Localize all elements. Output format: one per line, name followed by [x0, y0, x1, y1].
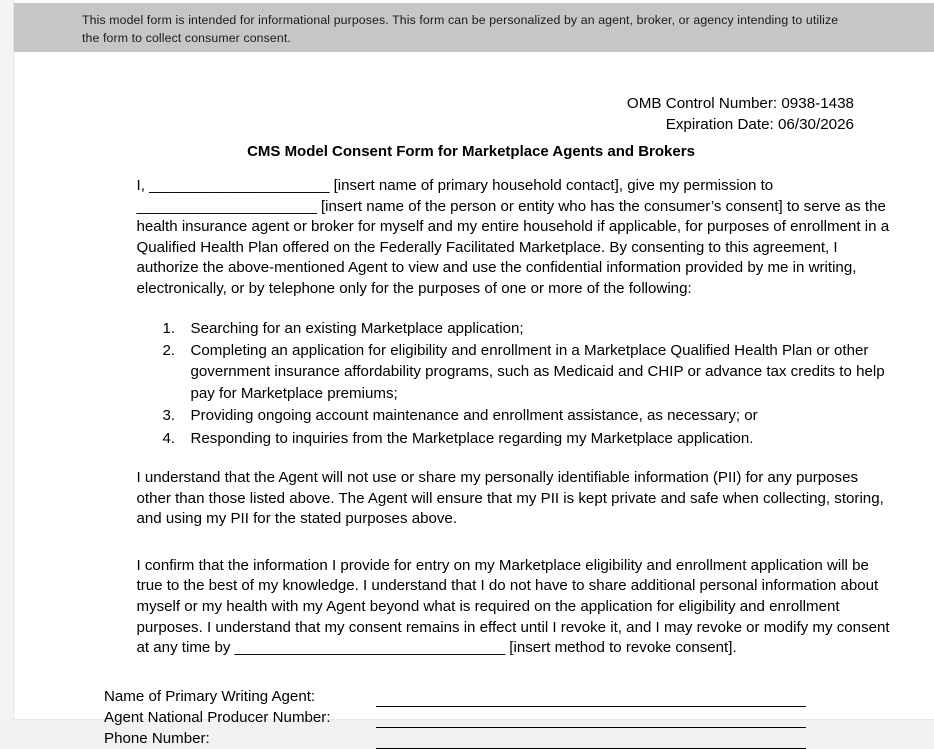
omb-control-block — [14, 93, 934, 135]
agent-entity-name-blank[interactable]: ______________________ — [136, 197, 317, 215]
document-body-column — [56, 176, 893, 659]
omb-expiration-date: Expiration Date: 06/30/2026 — [665, 116, 854, 133]
signature-field-label: Phone Number: — [104, 729, 210, 747]
pii-paragraph: I understand that the Agent will not use or share my personally identifiable information (PII) for any purposes other than those listed above. The Agent will ensure that my PII is kept private and safe when collecting, storing, and using my PII for the stated purposes above. — [136, 469, 884, 528]
list-item — [137, 405, 893, 426]
revoke-method-blank[interactable]: _________________________________ — [234, 639, 506, 657]
document-content — [14, 52, 934, 749]
confirmation-paragraph — [137, 556, 893, 659]
signature-field-row — [104, 728, 934, 749]
signature-field-row — [104, 707, 934, 728]
list-item-label: Responding to inquiries from the Marketplace regarding my Marketplace application. — [190, 429, 754, 447]
list-item — [137, 340, 893, 404]
list-item-number: 2. — [162, 341, 176, 359]
agent-national-producer-number-input[interactable] — [376, 712, 806, 728]
consent-segment-after-first-blank: [insert name of primary household contact], give my permission to — [329, 177, 774, 194]
consent-segment-after-second-blank: [insert name of the person or entity who has the consumer’s consent] to serve as the health insurance agent or broker for myself and my entire household if applicable, for purposes of enrollment in a Qualified Health Plan offered on the Federally Facilitated Marketplace. By consenting to this agreement, I authorize the above-mentioned Agent to view and use the confidential information provided by me in writing, electronically, or by telephone only for the purposes of one or more of the following: — [136, 197, 890, 297]
signature-field-label: Name of Primary Writing Agent: — [104, 687, 316, 705]
list-item — [137, 428, 893, 449]
list-item-label: Completing an application for eligibility and enrollment in a Marketplace Qualified Health Plan or other government insurance affordability programs, such as Medicaid and CHIP or advance tax credits to help pay for Marketplace premiums; — [190, 341, 885, 402]
banner-notice-text: This model form is intended for informational purposes. This form can be personalized by an agent, broker, or agency intending to utilize the form to collect consumer consent. — [82, 13, 839, 45]
signature-field-row — [104, 686, 934, 707]
informational-banner — [14, 3, 934, 52]
agent-signature-fields — [14, 686, 934, 749]
confirmation-segment-before-blank: I confirm that the information I provide for entry on my Marketplace eligibility and enrollment application will be true to the best of my knowledge. I understand that I do not have to share additional personal information about myself or my health with my Agent beyond what is required on the application for eligibility and enrollment purposes. I understand that my consent remains in effect until I revoke it, and I may revoke or modify my consent at any time by — [136, 556, 890, 657]
list-item-label: Searching for an existing Marketplace application; — [190, 319, 524, 337]
primary-writing-agent-name-input[interactable] — [376, 691, 806, 707]
consent-lead-in: I, — [136, 177, 150, 194]
phone-number-input[interactable] — [376, 733, 806, 749]
list-item-number: 3. — [162, 407, 176, 425]
permitted-purposes-list — [137, 318, 893, 449]
consent-paragraph — [137, 176, 893, 300]
omb-control-number: OMB Control Number: 0938-1438 — [626, 95, 854, 112]
primary-contact-name-blank[interactable]: ______________________ — [149, 177, 330, 194]
page-title: CMS Model Consent Form for Marketplace Agents and Brokers — [247, 143, 695, 160]
confirmation-segment-after-blank: [insert method to revoke consent]. — [505, 639, 737, 657]
signature-field-label: Agent National Producer Number: — [104, 708, 331, 726]
list-item — [137, 318, 893, 339]
document-page — [14, 0, 934, 747]
list-item-number: 4. — [162, 429, 176, 447]
list-item-label: Providing ongoing account maintenance and enrollment assistance, as necessary; or — [190, 407, 758, 425]
list-item-number: 1. — [162, 319, 176, 337]
